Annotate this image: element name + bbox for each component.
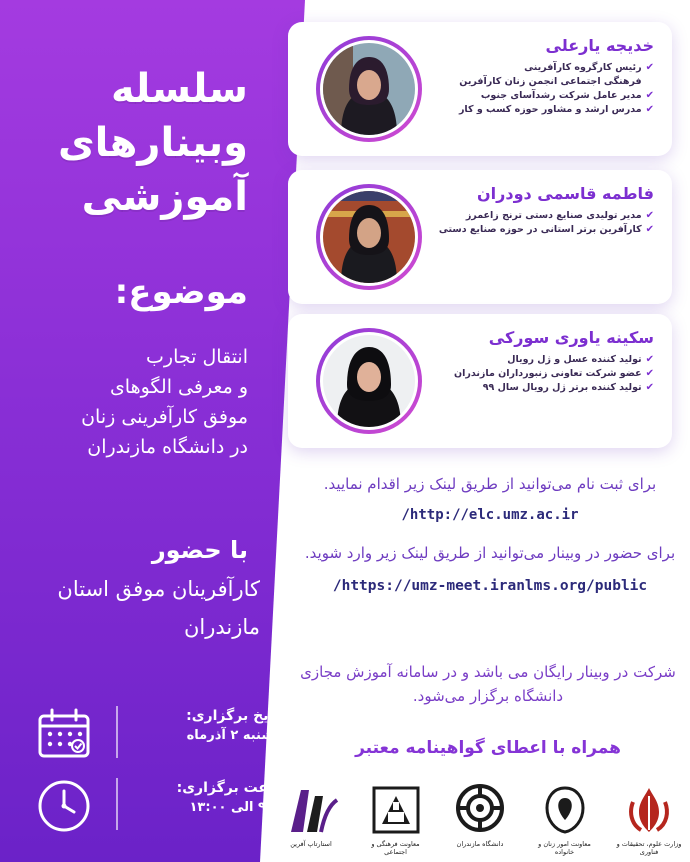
check-icon: ✔ xyxy=(645,368,654,379)
speaker-photo xyxy=(323,335,415,427)
footer-text: شرکت در وبینار رایگان می باشد و در سامانه آموزش مجازی دانشگاه برگزار می‌شود. xyxy=(300,663,676,705)
with-line: کارآفرینان موفق استان xyxy=(57,577,260,601)
series-title-line: آموزشی xyxy=(81,174,248,220)
university-logo-icon xyxy=(444,782,516,848)
speaker-info xyxy=(434,184,654,237)
speaker-bullet-text: تولید کننده برتر ژل رویال سال ۹۹ xyxy=(482,382,642,393)
speaker-photo-frame xyxy=(316,328,422,434)
time-info xyxy=(22,770,292,840)
date-divider xyxy=(116,706,118,758)
speaker-bullet xyxy=(434,89,654,103)
logos-row xyxy=(275,782,685,857)
ministry-logo-icon xyxy=(613,782,685,856)
speaker-bullet-text: مدرس ارشد و مشاور حوزه کسب و کار xyxy=(458,104,642,115)
time-label: ساعت برگزاری: xyxy=(176,780,287,796)
speaker-bullet-text: مدیر عامل شرکت رشدآسای جنوب xyxy=(480,90,642,101)
topic-line: موفق کارآفرینی زنان xyxy=(81,406,248,428)
speaker-bullet-text: رئیس کارگروه کارآفرینی xyxy=(524,62,642,73)
links-block xyxy=(300,472,680,594)
time-text xyxy=(122,780,287,815)
clock-icon xyxy=(34,776,94,836)
speaker-photo-frame xyxy=(316,36,422,142)
speaker-card xyxy=(288,22,672,156)
series-title-line: سلسله xyxy=(111,66,248,112)
speaker-card xyxy=(288,314,672,448)
attendance-link[interactable]: https://umz-meet.iranlms.org/public/ xyxy=(332,578,648,594)
speaker-photo-frame xyxy=(316,184,422,290)
speaker-info xyxy=(434,328,654,395)
speaker-name: سکینه یاوری سورکی xyxy=(488,328,654,347)
date-text xyxy=(122,708,287,743)
speaker-card xyxy=(288,170,672,304)
registration-link[interactable]: http://elc.umz.ac.ir/ xyxy=(401,507,579,523)
speaker-photo xyxy=(323,43,415,135)
with-label: با حضور xyxy=(151,536,248,564)
with-text xyxy=(0,570,260,646)
registration-text: برای ثبت نام می‌توانید از طریق لینک زیر اقدام نمایید. xyxy=(323,475,657,493)
check-icon: ✔ xyxy=(645,354,654,365)
speaker-bullet xyxy=(434,209,654,223)
startup-logo-icon xyxy=(275,782,347,848)
check-icon: ✔ xyxy=(645,224,654,235)
speaker-bullet xyxy=(434,61,654,75)
speaker-bullet xyxy=(434,367,654,381)
logo-caption: وزارت علوم، تحقیقات و فناوری xyxy=(616,840,682,856)
speaker-bullet-text: مدیر تولیدی صنایع دستی ترنج زاعمرز xyxy=(465,210,642,221)
speaker-bullet-text: تولید کننده عسل و ژل رویال xyxy=(507,354,642,365)
topic-label: موضوع: xyxy=(114,272,248,312)
speaker-photo xyxy=(323,191,415,283)
logo-caption: استارتاپ آفرین xyxy=(290,840,332,848)
time-divider xyxy=(116,778,118,830)
women-family-logo-icon xyxy=(529,782,601,856)
cultural-affairs-logo-icon xyxy=(360,782,432,856)
check-icon: ✔ xyxy=(645,104,654,115)
series-title-line: وبینارهای xyxy=(58,120,248,166)
logo-caption: معاونت فرهنگی و اجتماعی xyxy=(371,840,420,856)
with-line: مازندران xyxy=(183,615,260,639)
speaker-bullet-text: فرهنگی اجتماعی انجمن زنان کارآفرین xyxy=(459,76,642,87)
speaker-name: خدیجه یارعلی xyxy=(545,36,654,55)
topic-line: انتقال تجارب xyxy=(146,346,248,368)
logo-caption: دانشگاه مازندران xyxy=(456,840,504,848)
calendar-icon xyxy=(34,704,94,764)
topic-line: در دانشگاه مازندران xyxy=(87,436,248,458)
attendance-text: برای حضور در وبینار می‌توانید از طریق لینک زیر وارد شوید. xyxy=(304,544,676,562)
topic-text xyxy=(8,342,248,462)
speaker-bullet xyxy=(434,353,654,367)
speaker-bullet-text: عضو شرکت تعاونی زنبورداران مازندران xyxy=(454,368,642,379)
time-value: ۹:۰۰ الی ۱۳:۰۰ xyxy=(189,800,287,815)
speaker-bullet xyxy=(434,223,654,237)
speaker-bullet-text: کارآفرین برتر استانی در حوزه صنایع دستی xyxy=(438,224,642,235)
speaker-name: فاطمه قاسمی دودران xyxy=(477,184,654,203)
speaker-bullet xyxy=(434,381,654,395)
check-icon: ✔ xyxy=(645,210,654,221)
speaker-bullet xyxy=(434,75,654,89)
date-value: یکشنبه ۲ آذرماه xyxy=(186,728,287,743)
topic-line: و معرفی الگوهای xyxy=(109,376,248,398)
series-title xyxy=(28,62,248,224)
speaker-bullet xyxy=(434,103,654,117)
check-icon: ✔ xyxy=(645,62,654,73)
check-icon: ✔ xyxy=(645,382,654,393)
certificate-text: همراه با اعطای گواهینامه معتبر xyxy=(355,738,621,758)
speaker-info xyxy=(434,36,654,117)
date-info xyxy=(22,698,292,768)
check-icon: ✔ xyxy=(645,90,654,101)
date-label: تاریخ برگزاری: xyxy=(186,708,287,724)
logo-caption: معاونت امور زنان و خانواده xyxy=(538,840,591,856)
